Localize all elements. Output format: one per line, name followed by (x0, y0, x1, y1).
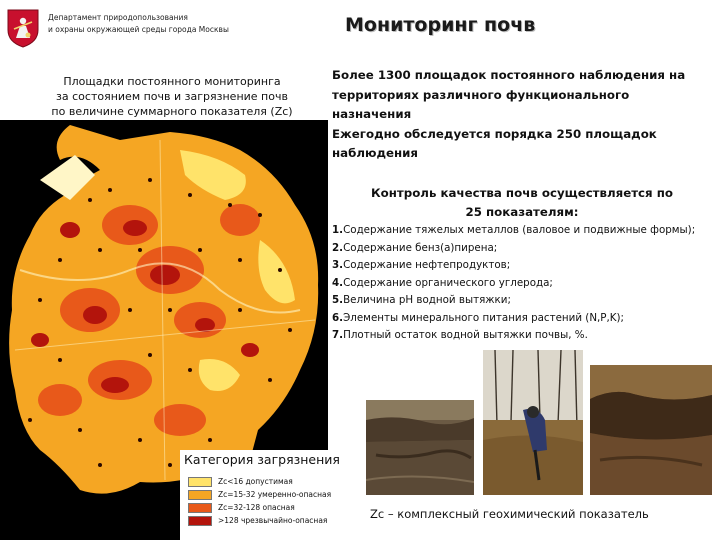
legend-title: Категория загрязнения (184, 452, 340, 467)
intro-line-2: территориях различного функционального (332, 87, 630, 102)
pollution-legend (180, 450, 340, 540)
map-caption (34, 74, 310, 119)
legend-label: >128 чрезвычайно-опасная (218, 516, 328, 525)
legend-item-moderate (188, 489, 331, 500)
intro-line-4: Ежегодно обследуется порядка 250 площадок (332, 126, 657, 141)
legend-item-permissible (188, 476, 293, 487)
legend-label: Zc=15-32 умеренно-опасная (218, 490, 332, 499)
intro-text (332, 66, 712, 164)
control-heading-line-2: 25 показателям: (465, 205, 579, 219)
department-line-1: Департамент природопользования (48, 13, 188, 22)
control-heading-line-1: Контроль качества почв осуществляется по (371, 186, 673, 200)
soil-profile-photo-left (366, 400, 474, 495)
legend-label: Zc=32-128 опасная (218, 503, 295, 512)
soil-pit-photo-right (590, 365, 712, 495)
map-caption-line-1: Площадки постоянного мониторинга (63, 75, 281, 88)
page-title: Мониторинг почв (345, 14, 536, 36)
legend-swatch-dangerous (188, 503, 212, 513)
intro-line-5: наблюдения (332, 146, 418, 160)
list-item: 7.Плотный остаток водной вытяжки почвы, %. (332, 329, 588, 341)
intro-line-1: Более 1300 площадок постоянного наблюдения на (332, 68, 686, 82)
moscow-coat-of-arms-icon (6, 8, 40, 48)
list-item: 1.Содержание тяжелых металлов (валовое и подвижные формы); (332, 224, 696, 236)
indicator-list (332, 222, 704, 345)
department-line-2: и охраны окружающей среды города Москвы (48, 25, 229, 34)
list-item: 6.Элементы минерального питания растений (N,P,K); (332, 311, 625, 324)
legend-swatch-extremely-dangerous (188, 516, 212, 526)
control-heading (332, 184, 712, 222)
legend-swatch-moderate (188, 490, 212, 500)
legend-swatch-permissible (188, 477, 212, 487)
legend-item-extremely-dangerous (188, 515, 327, 526)
intro-line-3: назначения (332, 107, 412, 121)
list-item: 4.Содержание органического углерода; (332, 276, 553, 289)
list-item: 3.Содержание нефтепродуктов; (332, 259, 511, 271)
list-item: 5.Величина pH водной вытяжки; (332, 294, 511, 306)
map-caption-line-3: по величине суммарного показателя (Zc) (51, 105, 293, 118)
soil-sampling-photo (483, 350, 583, 495)
legend-item-dangerous (188, 502, 295, 513)
legend-label: Zc<16 допустимая (218, 477, 293, 486)
map-caption-line-2: за состоянием почв и загрязнение почв (56, 90, 288, 103)
list-item: 2.Содержание бенз(а)пирена; (332, 241, 498, 254)
zc-definition-note: Zc – комплексный геохимический показатель (370, 507, 649, 521)
department-name (48, 12, 268, 36)
